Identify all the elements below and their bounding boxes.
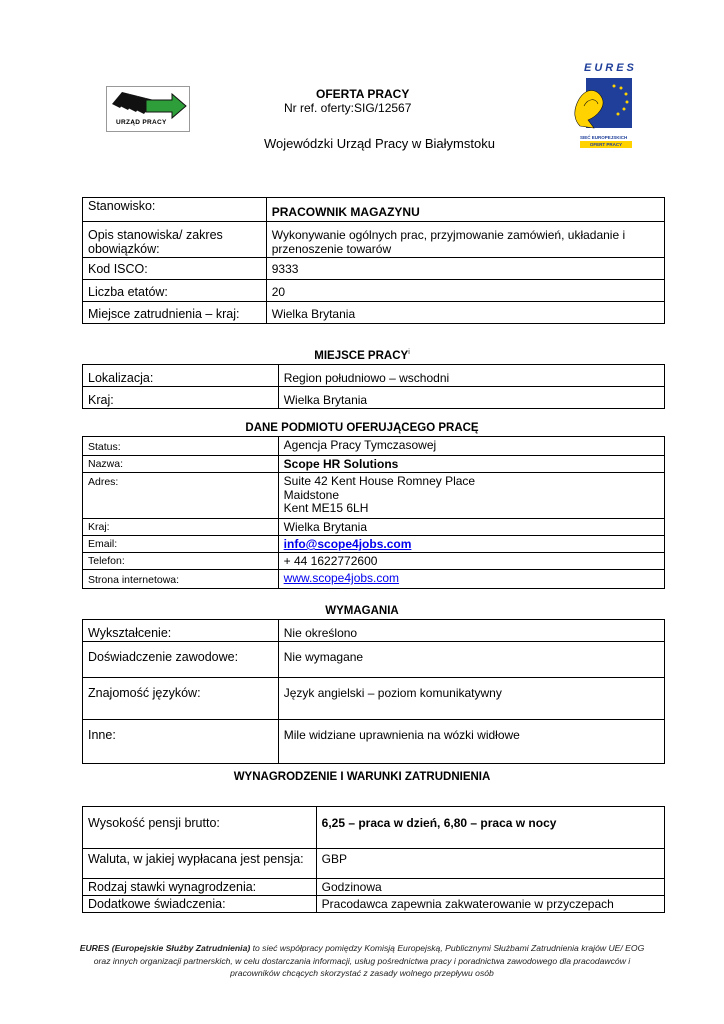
job-label-positions: Liczba etatów: xyxy=(83,280,267,302)
job-value-positions: 20 xyxy=(266,280,664,302)
table-row xyxy=(83,387,665,409)
workplace-value-country: Wielka Brytania xyxy=(278,387,664,409)
employer-value-status: Agencja Pracy Tymczasowej xyxy=(278,437,664,456)
table-row xyxy=(83,473,665,519)
workplace-title-text: MIEJSCE PRACY xyxy=(314,349,409,362)
salary-label-gross: Wysokość pensji brutto: xyxy=(83,807,317,849)
table-row xyxy=(83,280,665,302)
employer-email-cell xyxy=(278,536,664,553)
job-value-country: Wielka Brytania xyxy=(266,302,664,324)
table-row xyxy=(83,807,665,849)
table-row xyxy=(83,720,665,764)
table-row xyxy=(83,879,665,896)
workplace-title xyxy=(0,349,724,362)
salary-label-benefits: Dodatkowe świadczenia: xyxy=(83,896,317,913)
employer-label-phone: Telefon: xyxy=(83,553,279,570)
footer-line-1-rest: to sieć współpracy pomiędzy Komisją Europejską, Publicznymi Służbami Zatrudnienia krajów UE/ EOG xyxy=(250,943,645,953)
offer-title: OFERTA PRACY xyxy=(316,87,410,101)
job-value-isco: 9333 xyxy=(266,258,664,280)
salary-label-currency: Waluta, w jakiej wypłacana jest pensja: xyxy=(83,849,317,879)
workplace-title-sup: i xyxy=(408,349,410,356)
footer-line-1-bold: EURES (Europejskie Służby Zatrudnienia) xyxy=(79,943,251,953)
employer-label-name: Nazwa: xyxy=(83,456,279,473)
requirements-table xyxy=(82,619,665,764)
job-label-isco: Kod ISCO: xyxy=(83,258,267,280)
offer-ref: Nr ref. oferty:SIG/12567 xyxy=(284,101,412,115)
employer-table xyxy=(82,436,665,589)
workplace-label-country: Kraj: xyxy=(83,387,279,409)
job-table xyxy=(82,197,665,324)
office-name: Wojewódzki Urząd Pracy w Białymstoku xyxy=(264,136,495,151)
employer-label-address: Adres: xyxy=(83,473,279,519)
req-value-languages: Język angielski – poziom komunikatywny xyxy=(278,678,664,720)
salary-value-currency: GBP xyxy=(316,849,664,879)
employer-website-cell xyxy=(278,570,664,589)
job-value-description: Wykonywanie ogólnych prac, przyjmowanie zamówień, układanie i przenoszenie towarów xyxy=(266,222,664,258)
footer-line-2: oraz innych organizacji partnerskich, w celu dostarczania informacji, usług pośrednictwa pracy i poradnictwa zawodowego dla pracodawców i xyxy=(93,955,631,966)
salary-value-rate-type: Godzinowa xyxy=(316,879,664,896)
req-label-experience: Doświadczenie zawodowe: xyxy=(83,642,279,678)
employer-email-link[interactable]: info@scope4jobs.com xyxy=(283,537,412,551)
table-row xyxy=(83,536,665,553)
table-row xyxy=(83,553,665,570)
eures-logo xyxy=(572,62,638,148)
table-row xyxy=(83,456,665,473)
salary-value-benefits: Pracodawca zapewnia zakwaterowanie w przyczepach xyxy=(316,896,664,913)
eures-logo-sub1: SIEĆ EUROPEJSKICH xyxy=(580,135,628,140)
table-row xyxy=(83,570,665,589)
employer-value-address xyxy=(278,473,664,519)
urzad-pracy-logo xyxy=(106,86,190,132)
address-line-3: Kent ME15 6LH xyxy=(283,501,369,515)
logo-left-text: URZĄD PRACY xyxy=(116,119,167,126)
footer-line-1 xyxy=(70,942,654,955)
address-line-1: Suite 42 Kent House Romney Place xyxy=(283,474,476,488)
req-label-education: Wykształcenie: xyxy=(83,620,279,642)
requirements-title: WYMAGANIA xyxy=(325,605,399,617)
employer-label-status: Status: xyxy=(83,437,279,456)
salary-value-gross: 6,25 – praca w dzień, 6,80 – praca w nocy xyxy=(316,807,664,849)
req-value-education: Nie określono xyxy=(278,620,664,642)
employer-value-country: Wielka Brytania xyxy=(278,519,664,536)
table-row xyxy=(83,222,665,258)
workplace-value-location: Region południowo – wschodni xyxy=(278,365,664,387)
table-row xyxy=(83,365,665,387)
employer-label-website: Strona internetowa: xyxy=(83,570,279,589)
table-row xyxy=(83,258,665,280)
employer-label-email: Email: xyxy=(83,536,279,553)
table-row xyxy=(83,302,665,324)
employer-label-country: Kraj: xyxy=(83,519,279,536)
req-label-languages: Znajomość języków: xyxy=(83,678,279,720)
req-label-other: Inne: xyxy=(83,720,279,764)
job-label-country: Miejsce zatrudnienia – kraj: xyxy=(83,302,267,324)
job-value-position: PRACOWNIK MAGAZYNU xyxy=(266,198,664,222)
table-row xyxy=(83,678,665,720)
salary-label-rate-type: Rodzaj stawki wynagrodzenia: xyxy=(83,879,317,896)
address-line-2: Maidstone xyxy=(283,487,340,502)
table-row xyxy=(83,620,665,642)
req-value-experience: Nie wymagane xyxy=(278,642,664,678)
eures-logo-title: EURES xyxy=(584,62,637,74)
table-row xyxy=(83,437,665,456)
table-row xyxy=(83,896,665,913)
table-row xyxy=(83,198,665,222)
job-label-description: Opis stanowiska/ zakres obowiązków: xyxy=(83,222,267,258)
footer-note xyxy=(70,942,654,980)
employer-value-name: Scope HR Solutions xyxy=(278,456,664,473)
employer-title: DANE PODMIOTU OFERUJĄCEGO PRACĘ xyxy=(245,422,479,434)
workplace-label-location: Lokalizacja: xyxy=(83,365,279,387)
employer-website-link[interactable]: www.scope4jobs.com xyxy=(283,571,400,585)
table-row xyxy=(83,849,665,879)
req-value-other: Mile widziane uprawnienia na wózki widłowe xyxy=(278,720,664,764)
salary-table xyxy=(82,806,665,913)
table-row xyxy=(83,642,665,678)
footer-line-3: pracowników chcących skorzystać z zasady wolnego przepływu osób xyxy=(230,968,494,978)
job-label-position: Stanowisko: xyxy=(83,198,267,222)
workplace-table xyxy=(82,364,665,409)
salary-title: WYNAGRODZENIE I WARUNKI ZATRUDNIENIA xyxy=(233,771,491,783)
table-row xyxy=(83,519,665,536)
employer-value-phone: + 44 1622772600 xyxy=(278,553,664,570)
eures-logo-sub2: OFERT PRACY xyxy=(580,141,632,148)
